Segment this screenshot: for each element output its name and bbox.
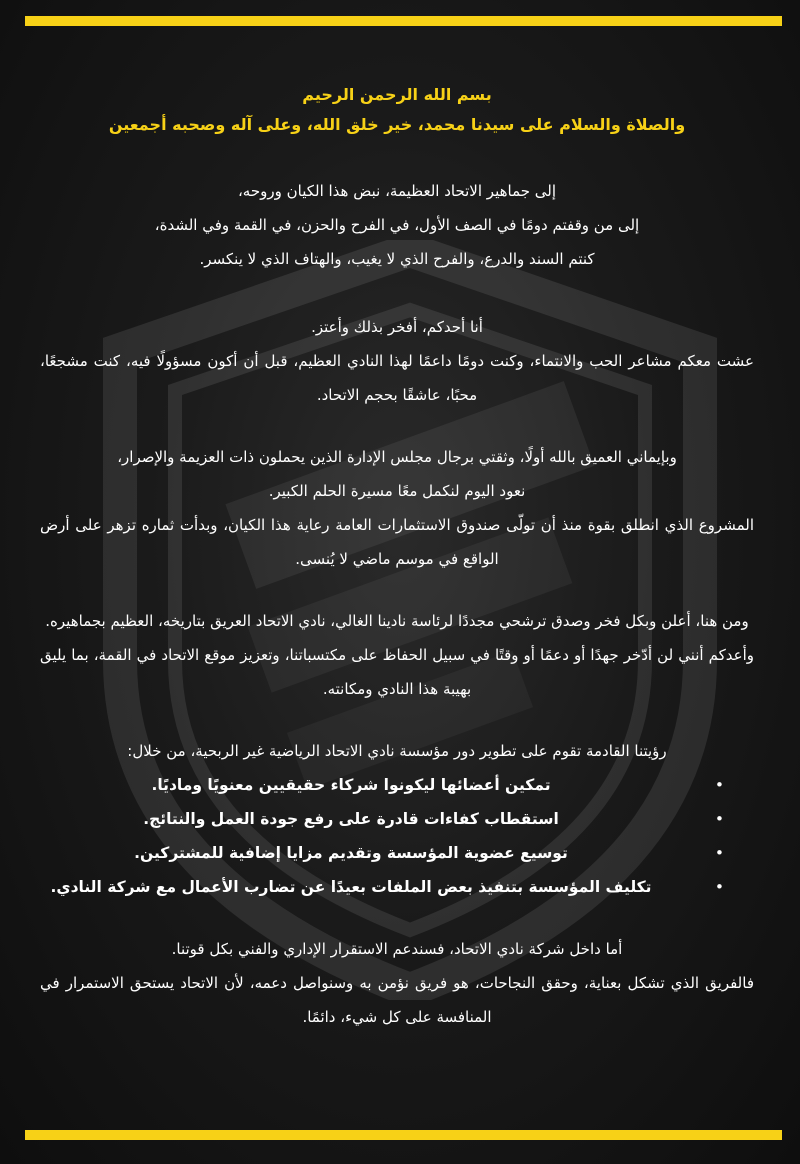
return-line: نعود اليوم لنكمل معًا مسيرة الحلم الكبير. — [268, 482, 526, 500]
list-item-text: استقطاب كفاءات قادرة على رفع جودة العمل والنتائج. — [143, 810, 559, 828]
identity-line: أنا أحدكم، أفخر بذلك وأعتز. — [311, 318, 483, 336]
list-item-text: تكليف المؤسسة بتنفيذ بعض الملفات بعيدًا عن تضارب الأعمال مع شركة النادي. — [50, 878, 652, 896]
promise-paragraph: وأعدكم أنني لن أدّخر جهدًا أو دعمًا أو وقتًا في سبيل الحفاظ على مكتسباتنا، وتعزيز موقع الاتحاد في القمة، بما يليق بهيبة هذا النادي ومكانته. — [40, 646, 754, 698]
bullet-icon: • — [714, 844, 724, 862]
list-item — [40, 768, 724, 802]
greeting-line-2: إلى من وقفتم دومًا في الصف الأول، في الفرح والحزن، في القمة وفي الشدة، — [154, 216, 640, 234]
salutation: والصلاة والسلام على سيدنا محمد، خير خلق الله، وعلى آله وصحبه أجمعين — [108, 115, 686, 134]
bullet-icon: • — [714, 776, 724, 794]
list-item-text: توسيع عضوية المؤسسة وتقديم مزايا إضافية للمشتركين. — [134, 844, 568, 862]
closing-paragraph: فالفريق الذي تشكل بعناية، وحقق النجاحات، هو فريق نؤمن به وسنواصل دعمه، لأن الاتحاد يستحق الاستمرار في المنافسة على كل شيء، دائمًا. — [40, 974, 754, 1026]
project-paragraph: المشروع الذي انطلق بقوة منذ أن تولّى صندوق الاستثمارات العامة رعاية هذا الكيان، وبدأت ثماره تزهر على أرض الواقع في موسم ماضي لا يُنسى. — [40, 516, 754, 568]
identity-body: عشت معكم مشاعر الحب والانتماء، وكنت دومًا داعمًا لهذا النادي العظيم، قبل أن أكون مسؤولًا فيه، كنت مشجعًا، محبًا، عاشقًا بحجم الاتحاد. — [40, 352, 754, 404]
basmala: بسم الله الرحمن الرحيم — [302, 85, 492, 104]
vision-list — [40, 768, 724, 904]
greeting-line-3: كنتم السند والدرع، والفرح الذي لا يغيب، والهتاف الذي لا ينكسر. — [199, 250, 595, 268]
vision-intro: رؤيتنا القادمة تقوم على تطوير دور مؤسسة نادي الاتحاد الرياضية غير الربحية، من خلال: — [127, 742, 667, 760]
list-item-text: تمكين أعضائها ليكونوا شركاء حقيقيين معنويًا وماديًا. — [151, 776, 551, 794]
faith-line: وبإيماني العميق بالله أولًا، وثقتي برجال مجلس الإدارة الذين يحملون ذات العزيمة والإصرار، — [117, 448, 677, 466]
list-item — [40, 836, 724, 870]
company-stability-line: أما داخل شركة نادي الاتحاد، فسندعم الاستقرار الإداري والفني بكل قوتنا. — [171, 940, 623, 958]
list-item — [40, 870, 724, 904]
greeting-line-1: إلى جماهير الاتحاد العظيمة، نبض هذا الكيان وروحه، — [237, 182, 557, 200]
bullet-icon: • — [714, 810, 724, 828]
list-item — [40, 802, 724, 836]
letter-content — [40, 80, 754, 1034]
top-accent-bar — [25, 16, 782, 26]
candidacy-announcement: ومن هنا، أعلن وبكل فخر وصدق ترشحي مجددًا لرئاسة نادينا الغالي، نادي الاتحاد العريق بتاريخه، العظيم بجماهيره. — [45, 612, 749, 630]
bullet-icon: • — [714, 878, 724, 896]
bottom-accent-bar — [25, 1130, 782, 1140]
